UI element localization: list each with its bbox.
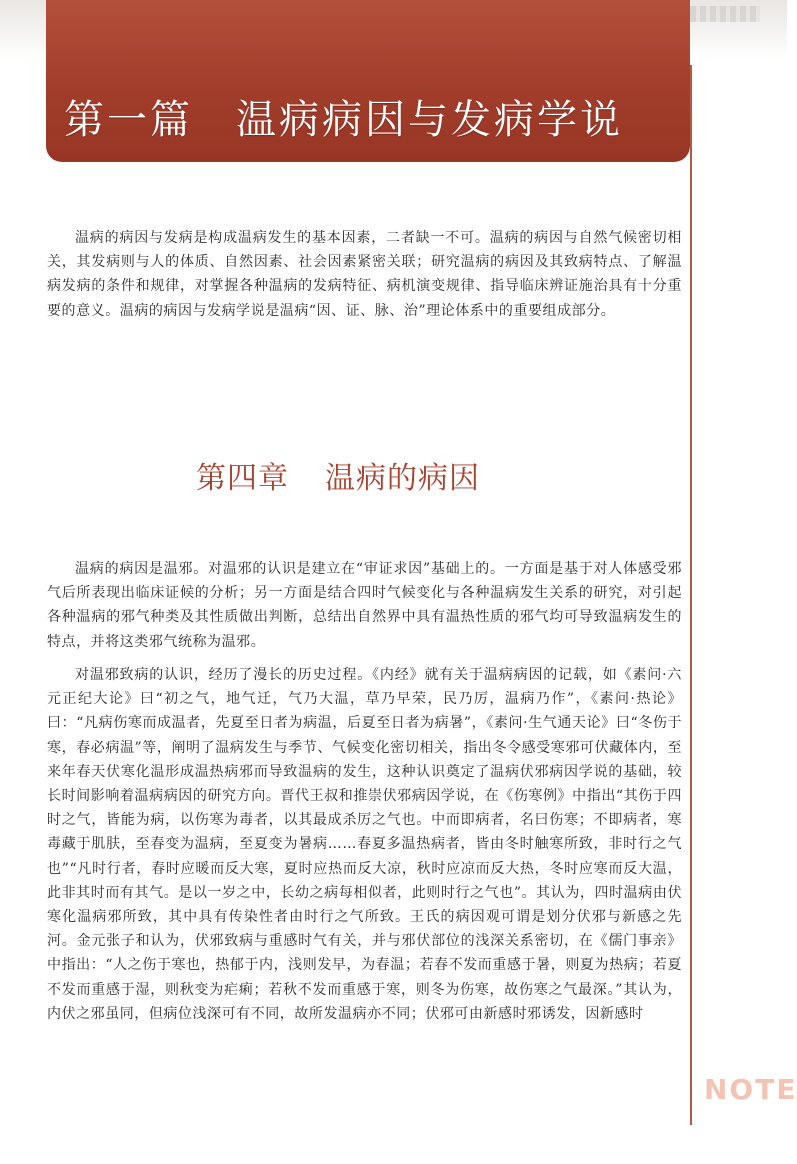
chapter-title: 温病的病因: [325, 461, 480, 496]
chapter-heading: [196, 453, 556, 497]
body-paragraph: 温病的病因是温邪。对温邪的认识是建立在“审证求因”基础上的。一方面是基于对人体感受邪气后所表现出临床证候的分析；另一方面是结合四时气候变化与各种温病发生关系的研究，对引起各种温病的邪气种类及其性质做出判断，总结出自然界中具有温热性质的邪气均可导致温病发生的特点，并将这类邪气统称为温邪。: [47, 561, 682, 650]
part-title: 第一篇 温病病因与发病学说: [64, 97, 623, 143]
intro-paragraph: 温病的病因与发病是构成温病发生的基本因素，二者缺一不可。温病的病因与自然气候密切相关，其发病则与人的体质、自然因素、社会因素紧密关联；研究温病的病因及其致病特点、了解温病发病的条件和规律，对掌握各种温病的发病特征、病机演变规律、指导临床辨证施治具有十分重要的意义。温病的病因与发病学说是温病“因、证、脉、治”理论体系中的重要组成部分。: [47, 230, 682, 319]
chapter-number: 第四章: [196, 461, 289, 496]
note-margin-tag: NOTE: [704, 1073, 797, 1106]
body-paragraph: 对温邪致病的认识，经历了漫长的历史过程。《内经》就有关于温病病因的记载，如《素问·六元正纪大论》曰“初之气，地气迁，气乃大温，草乃早荣，民乃厉，温病乃作”，《素问·热论》曰：“凡病伤寒而成温者，先夏至日者为病温，后夏至日者为病暑”，《素问·生气通天论》曰“冬伤于寒，春必病温”等，阐明了温病发生与季节、气候变化密切相关，指出冬令感受寒邪可伏藏体内，至来年春天伏寒化温形成温热病邪而导致温病的发生，这种认识奠定了温病伏邪病因学说的基础，较长时间影响着温病病因的研究方向。晋代王叔和推崇伏邪病因学说，在《伤寒例》中指出“其伤于四时之气，皆能为病，以伤寒为毒者，以其最成杀厉之气也。中而即病者，名曰伤寒；不即病者，寒毒藏于肌肤，至春变为温病，至夏变为暑病……春夏多温热病者，皆由冬时触寒所致，非时行之气也”“凡时行者，春时应暖而反大寒，夏时应热而反大凉，秋时应凉而反大热，冬时应寒而反大温，此非其时而有其气。是以一岁之中，长幼之病每相似者，此则时行之气也”。其认为，四时温病由伏寒化温病邪所致，其中具有传染性者由时行之气所致。王氏的病因观可谓是划分伏邪与新感之先河。金元张子和认为，伏邪致病与重感时气有关，并与邪伏部位的浅深关系密切，在《儒门事亲》中指出：“人之伤于寒也，热郁于内，浅则发早，为春温；若春不发而重感于暑，则夏为热病；若夏不发而重感于湿，则秋变为疟痢；若秋不发而重感于寒，则冬为伤寒，故伤寒之气最深。”其认为，内伏之邪虽同，但病位浅深可有不同，故所发温病亦不同；伏邪可由新感时邪诱发，因新感时: [47, 667, 682, 1022]
margin-rule: [690, 65, 692, 1125]
